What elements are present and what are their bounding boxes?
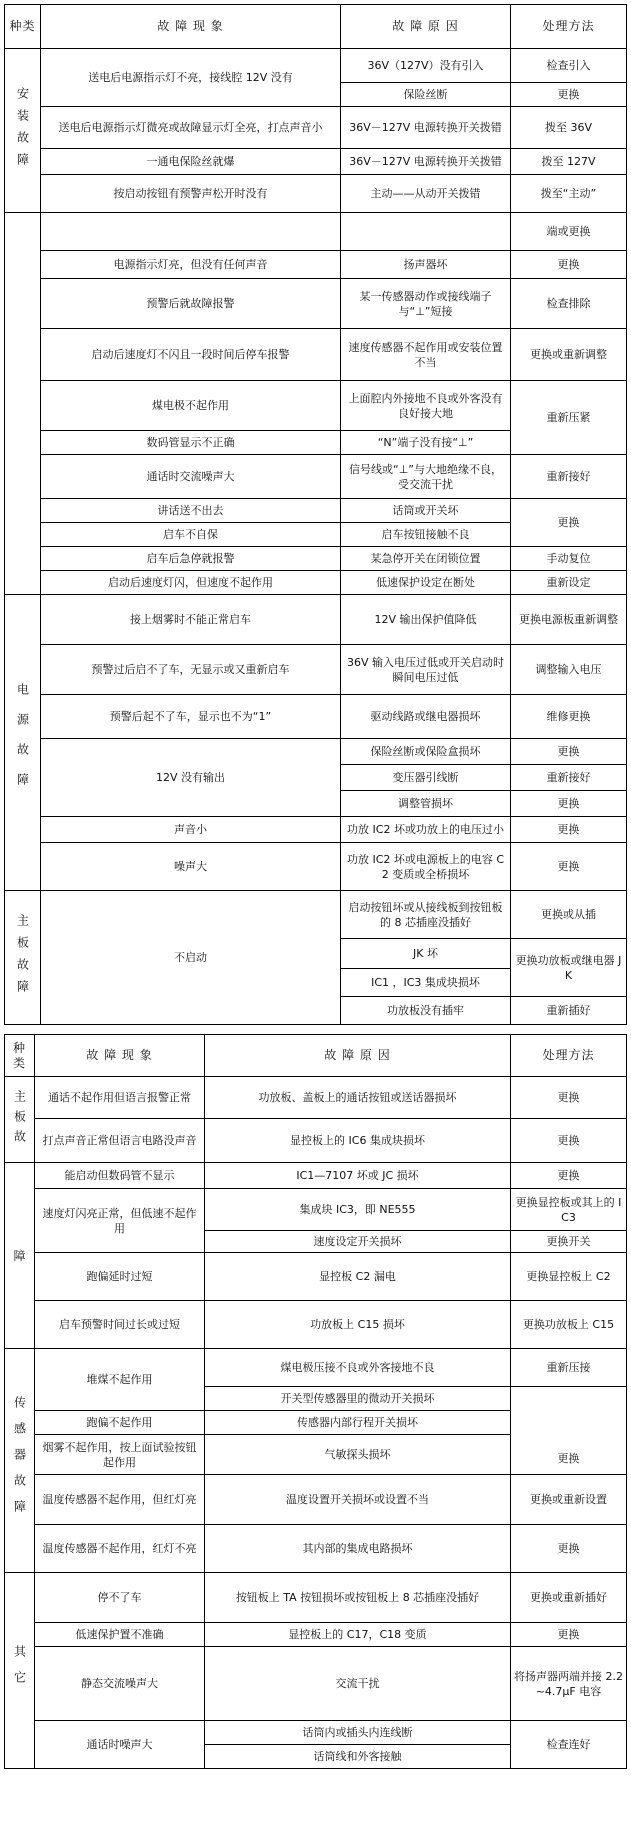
- table-row: [5, 455, 627, 499]
- cause-cell: 某急停开关在闭锁位置: [341, 547, 511, 571]
- phenomenon-cell: 低速保护置不准确: [35, 1623, 205, 1647]
- table-row: [5, 381, 627, 431]
- table-header-row: [5, 1035, 627, 1077]
- phenomenon-cell: 烟雾不起作用，按上面试验按钮起作用: [35, 1435, 205, 1475]
- cause-cell: 36V－127V 电源转换开关拨错: [341, 149, 511, 175]
- phenomenon-cell: 通话不起作用但语言报警正常: [35, 1077, 205, 1119]
- method-cell: 检查连好: [511, 1721, 627, 1769]
- table-row: [5, 1163, 627, 1189]
- method-cell: 更换电源板重新调整: [511, 595, 627, 645]
- table-row: [5, 329, 627, 381]
- phenomenon-cell: 数码管显示不正确: [41, 431, 341, 455]
- cause-cell: 驱动线路或继电器损坏: [341, 695, 511, 739]
- cause-cell: 开关型传感器里的微动开关损坏: [205, 1387, 511, 1411]
- table-row: [5, 645, 627, 695]
- table-row: [5, 1349, 627, 1387]
- method-cell: 更换或从插: [511, 891, 627, 939]
- method-cell: 更换: [511, 791, 627, 817]
- category-other: 其它: [5, 1573, 35, 1769]
- header-category: 种类: [5, 1035, 35, 1077]
- phenomenon-cell: 跑偏延时过短: [35, 1253, 205, 1301]
- cause-cell: 扬声器坏: [341, 251, 511, 279]
- phenomenon-cell: 讲话送不出去: [41, 499, 341, 523]
- phenomenon-cell: 通话时交流噪声大: [41, 455, 341, 499]
- phenomenon-cell: 接上烟雾时不能正常启车: [41, 595, 341, 645]
- method-cell: 更换或重新调整: [511, 329, 627, 381]
- phenomenon-cell: 预警后就故障报警: [41, 279, 341, 329]
- table-row: [5, 279, 627, 329]
- method-cell: 更换: [511, 251, 627, 279]
- cause-cell: 36V－127V 电源转换开关拨错: [341, 107, 511, 149]
- table-row: [5, 739, 627, 765]
- table-row: [5, 891, 627, 939]
- header-cause: 故 障 原 因: [205, 1035, 511, 1077]
- header-method: 处理方法: [511, 1035, 627, 1077]
- phenomenon-cell: 启车不自保: [41, 523, 341, 547]
- cause-cell: 12V 输出保护值降低: [341, 595, 511, 645]
- cause-cell: 速度设定开关损坏: [205, 1231, 511, 1253]
- phenomenon-cell: 启车后急停就报警: [41, 547, 341, 571]
- cause-cell: IC1 ，IC3 集成块损坏: [341, 969, 511, 997]
- phenomenon-cell: 启动后速度灯不闪且一段时间后停车报警: [41, 329, 341, 381]
- phenomenon-cell: 按启动按钮有预警声松开时没有: [41, 175, 341, 213]
- category-unlabeled: [5, 213, 41, 595]
- cause-cell: 保险丝断或保险盒损坏: [341, 739, 511, 765]
- phenomenon-cell: 噪声大: [41, 843, 341, 891]
- header-category: 种类: [5, 5, 41, 49]
- method-cell: 更换: [511, 1077, 627, 1119]
- table-row: [5, 571, 627, 595]
- table-row: [5, 149, 627, 175]
- phenomenon-cell: 温度传感器不起作用，红灯不亮: [35, 1525, 205, 1573]
- cause-cell: IC1—7107 坏或 JC 损坏: [205, 1163, 511, 1189]
- method-cell: 重新接好: [511, 765, 627, 791]
- phenomenon-cell: 12V 没有输出: [41, 739, 341, 817]
- category-mainboard-fault: 主板故障: [5, 891, 41, 1025]
- fault-table-2: [4, 1034, 627, 1769]
- header-cause: 故 障 原 因: [341, 5, 511, 49]
- method-cell: 更换: [511, 843, 627, 891]
- phenomenon-cell: 打点声音正常但语言电路没声音: [35, 1119, 205, 1163]
- cause-cell: 显控板上的 IC6 集成块损坏: [205, 1119, 511, 1163]
- cause-cell: 气敏探头损坏: [205, 1435, 511, 1475]
- table-row: [5, 843, 627, 891]
- phenomenon-cell: 送电后电源指示灯微亮或故障显示灯全亮，打点声音小: [41, 107, 341, 149]
- category-mainboard-fault: 主板故: [5, 1077, 35, 1163]
- cause-cell: 煤电极压接不良或外客接地不良: [205, 1349, 511, 1387]
- method-cell: 重新设定: [511, 571, 627, 595]
- table-row: [5, 1077, 627, 1119]
- method-cell: 更换: [511, 1163, 627, 1189]
- cause-cell: 交流干扰: [205, 1647, 511, 1721]
- table-row: [5, 1647, 627, 1721]
- phenomenon-cell: 通话时噪声大: [35, 1721, 205, 1769]
- cause-cell: 其内部的集成电路损坏: [205, 1525, 511, 1573]
- method-cell: 更换功放板上 C15: [511, 1301, 627, 1349]
- method-cell: 更换开关: [511, 1231, 627, 1253]
- method-cell: 重新压接: [511, 1349, 627, 1387]
- cause-cell: “N”端子没有接“⊥”: [341, 431, 511, 455]
- table-row: [5, 595, 627, 645]
- phenomenon-cell: 速度灯闪亮正常，但低速不起作用: [35, 1189, 205, 1253]
- method-cell: 更换: [511, 83, 627, 107]
- method-cell: 更换: [511, 499, 627, 547]
- table-row: [5, 1623, 627, 1647]
- phenomenon-cell: 不启动: [41, 891, 341, 1025]
- table-row: [5, 1525, 627, 1573]
- method-cell: 重新插好: [511, 997, 627, 1025]
- table-row: [5, 499, 627, 523]
- cause-cell: 启动按钮坏或从接线板到按钮板的 8 芯插座没插好: [341, 891, 511, 939]
- cause-cell: 启车按钮接触不良: [341, 523, 511, 547]
- phenomenon-cell: 停不了车: [35, 1573, 205, 1623]
- phenomenon-cell: 声音小: [41, 817, 341, 843]
- cause-cell: 显控板 C2 漏电: [205, 1253, 511, 1301]
- method-cell: 更换功放板或继电器 JK: [511, 939, 627, 997]
- phenomenon-cell: 送电后电源指示灯不亮，接线腔 12V 没有: [41, 49, 341, 107]
- phenomenon-cell: 启动后速度灯闪，但速度不起作用: [41, 571, 341, 595]
- cause-cell: 36V（127V）没有引入: [341, 49, 511, 83]
- table-row: [5, 1189, 627, 1231]
- table-row: [5, 213, 627, 251]
- table-row: [5, 1475, 627, 1525]
- table-row: [5, 695, 627, 739]
- method-cell: 重新接好: [511, 455, 627, 499]
- phenomenon-cell: 能启动但数码管不显示: [35, 1163, 205, 1189]
- method-cell: 拨至 127V: [511, 149, 627, 175]
- cause-cell: 某一传感器动作或接线端子与“⊥”短接: [341, 279, 511, 329]
- method-cell: 检查排除: [511, 279, 627, 329]
- method-cell: 检查引入: [511, 49, 627, 83]
- method-cell: 更换或重新插好: [511, 1573, 627, 1623]
- table-row: [5, 1301, 627, 1349]
- cause-cell: 保险丝断: [341, 83, 511, 107]
- cause-cell: 温度设置开关损坏或设置不当: [205, 1475, 511, 1525]
- phenomenon-cell: 跑偏不起作用: [35, 1411, 205, 1435]
- phenomenon-cell: 静态交流噪声大: [35, 1647, 205, 1721]
- table-row: [5, 1721, 627, 1745]
- cause-cell: 集成块 IC3，即 NE555: [205, 1189, 511, 1231]
- phenomenon-cell: 堆煤不起作用: [35, 1349, 205, 1411]
- method-cell: 更换显控板上 C2: [511, 1253, 627, 1301]
- table-row: [5, 1573, 627, 1623]
- method-cell: 更换或重新设置: [511, 1475, 627, 1525]
- table-row: [5, 251, 627, 279]
- cause-cell: 信号线或“⊥”与大地绝缘不良，受交流干扰: [341, 455, 511, 499]
- method-cell: 更换: [511, 1119, 627, 1163]
- cause-cell: 调整管损坏: [341, 791, 511, 817]
- cause-cell: 传感器内部行程开关损坏: [205, 1411, 511, 1435]
- phenomenon-cell: 煤电极不起作用: [41, 381, 341, 431]
- fault-table-1: [4, 4, 627, 1025]
- method-cell: 重新压紧: [511, 381, 627, 455]
- cause-cell: 功放板没有插牢: [341, 997, 511, 1025]
- category-power-fault: 电源故障: [5, 595, 41, 891]
- cause-cell: 变压器引线断: [341, 765, 511, 791]
- table-row: [5, 547, 627, 571]
- table-header-row: [5, 5, 627, 49]
- method-cell: 更换: [511, 739, 627, 765]
- table-row: [5, 175, 627, 213]
- phenomenon-cell: 启车预警时间过长或过短: [35, 1301, 205, 1349]
- method-cell: 调整输入电压: [511, 645, 627, 695]
- cause-cell: 话筒线和外客接触: [205, 1745, 511, 1769]
- cause-cell: 低速保护设定在断处: [341, 571, 511, 595]
- category-fault-continued: 障: [5, 1163, 35, 1349]
- method-cell: 更换: [511, 1623, 627, 1647]
- cause-cell: 话筒或开关坏: [341, 499, 511, 523]
- cause-cell: 按钮板上 TA 按钮损坏或按钮板上 8 芯插座没插好: [205, 1573, 511, 1623]
- header-method: 处理方法: [511, 5, 627, 49]
- table-row: [5, 1253, 627, 1301]
- phenomenon-cell: 电源指示灯亮，但没有任何声音: [41, 251, 341, 279]
- cause-cell: 功放板、盖板上的通话按钮或送话器损坏: [205, 1077, 511, 1119]
- method-cell: 更换显控板或其上的 IC3: [511, 1189, 627, 1231]
- method-cell: 端或更换: [511, 213, 627, 251]
- table-row: [5, 1119, 627, 1163]
- cause-cell: 功放 IC2 坏或电源板上的电容 C2 变质或全桥损坏: [341, 843, 511, 891]
- method-cell: 更换: [511, 1525, 627, 1573]
- method-cell: 拨至“主动”: [511, 175, 627, 213]
- header-phenomenon: 故 障 现 象: [41, 5, 341, 49]
- phenomenon-cell: 预警过后启不了车，无显示或又重新启车: [41, 645, 341, 695]
- method-cell: 手动复位: [511, 547, 627, 571]
- table-row: [5, 817, 627, 843]
- cause-cell: [341, 213, 511, 251]
- cause-cell: 显控板上的 C17，C18 变质: [205, 1623, 511, 1647]
- method-cell: 更换: [511, 1387, 627, 1475]
- cause-cell: 主动——从动开关拨错: [341, 175, 511, 213]
- phenomenon-cell: 预警后起不了车，显示也不为“1”: [41, 695, 341, 739]
- method-cell: 拨至 36V: [511, 107, 627, 149]
- cause-cell: 速度传感器不起作用或安装位置不当: [341, 329, 511, 381]
- cause-cell: 36V 输入电压过低或开关启动时瞬间电压过低: [341, 645, 511, 695]
- method-cell: 更换: [511, 817, 627, 843]
- category-install-fault: 安装故障: [5, 49, 41, 213]
- method-cell: 将扬声器两端并接 2.2~4.7μF 电容: [511, 1647, 627, 1721]
- method-cell: 维修更换: [511, 695, 627, 739]
- table-row: [5, 49, 627, 83]
- phenomenon-cell: 温度传感器不起作用，但红灯亮: [35, 1475, 205, 1525]
- phenomenon-cell: 一通电保险丝就爆: [41, 149, 341, 175]
- cause-cell: 上面腔内外接地不良或外客没有良好接大地: [341, 381, 511, 431]
- cause-cell: 功放 IC2 坏或功放上的电压过小: [341, 817, 511, 843]
- category-sensor-fault: 传感器故障: [5, 1349, 35, 1573]
- cause-cell: 话筒内或插头内连线断: [205, 1721, 511, 1745]
- phenomenon-cell: [41, 213, 341, 251]
- header-phenomenon: 故 障 现 象: [35, 1035, 205, 1077]
- cause-cell: 功放板上 C15 损坏: [205, 1301, 511, 1349]
- table-row: [5, 107, 627, 149]
- cause-cell: JK 坏: [341, 939, 511, 969]
